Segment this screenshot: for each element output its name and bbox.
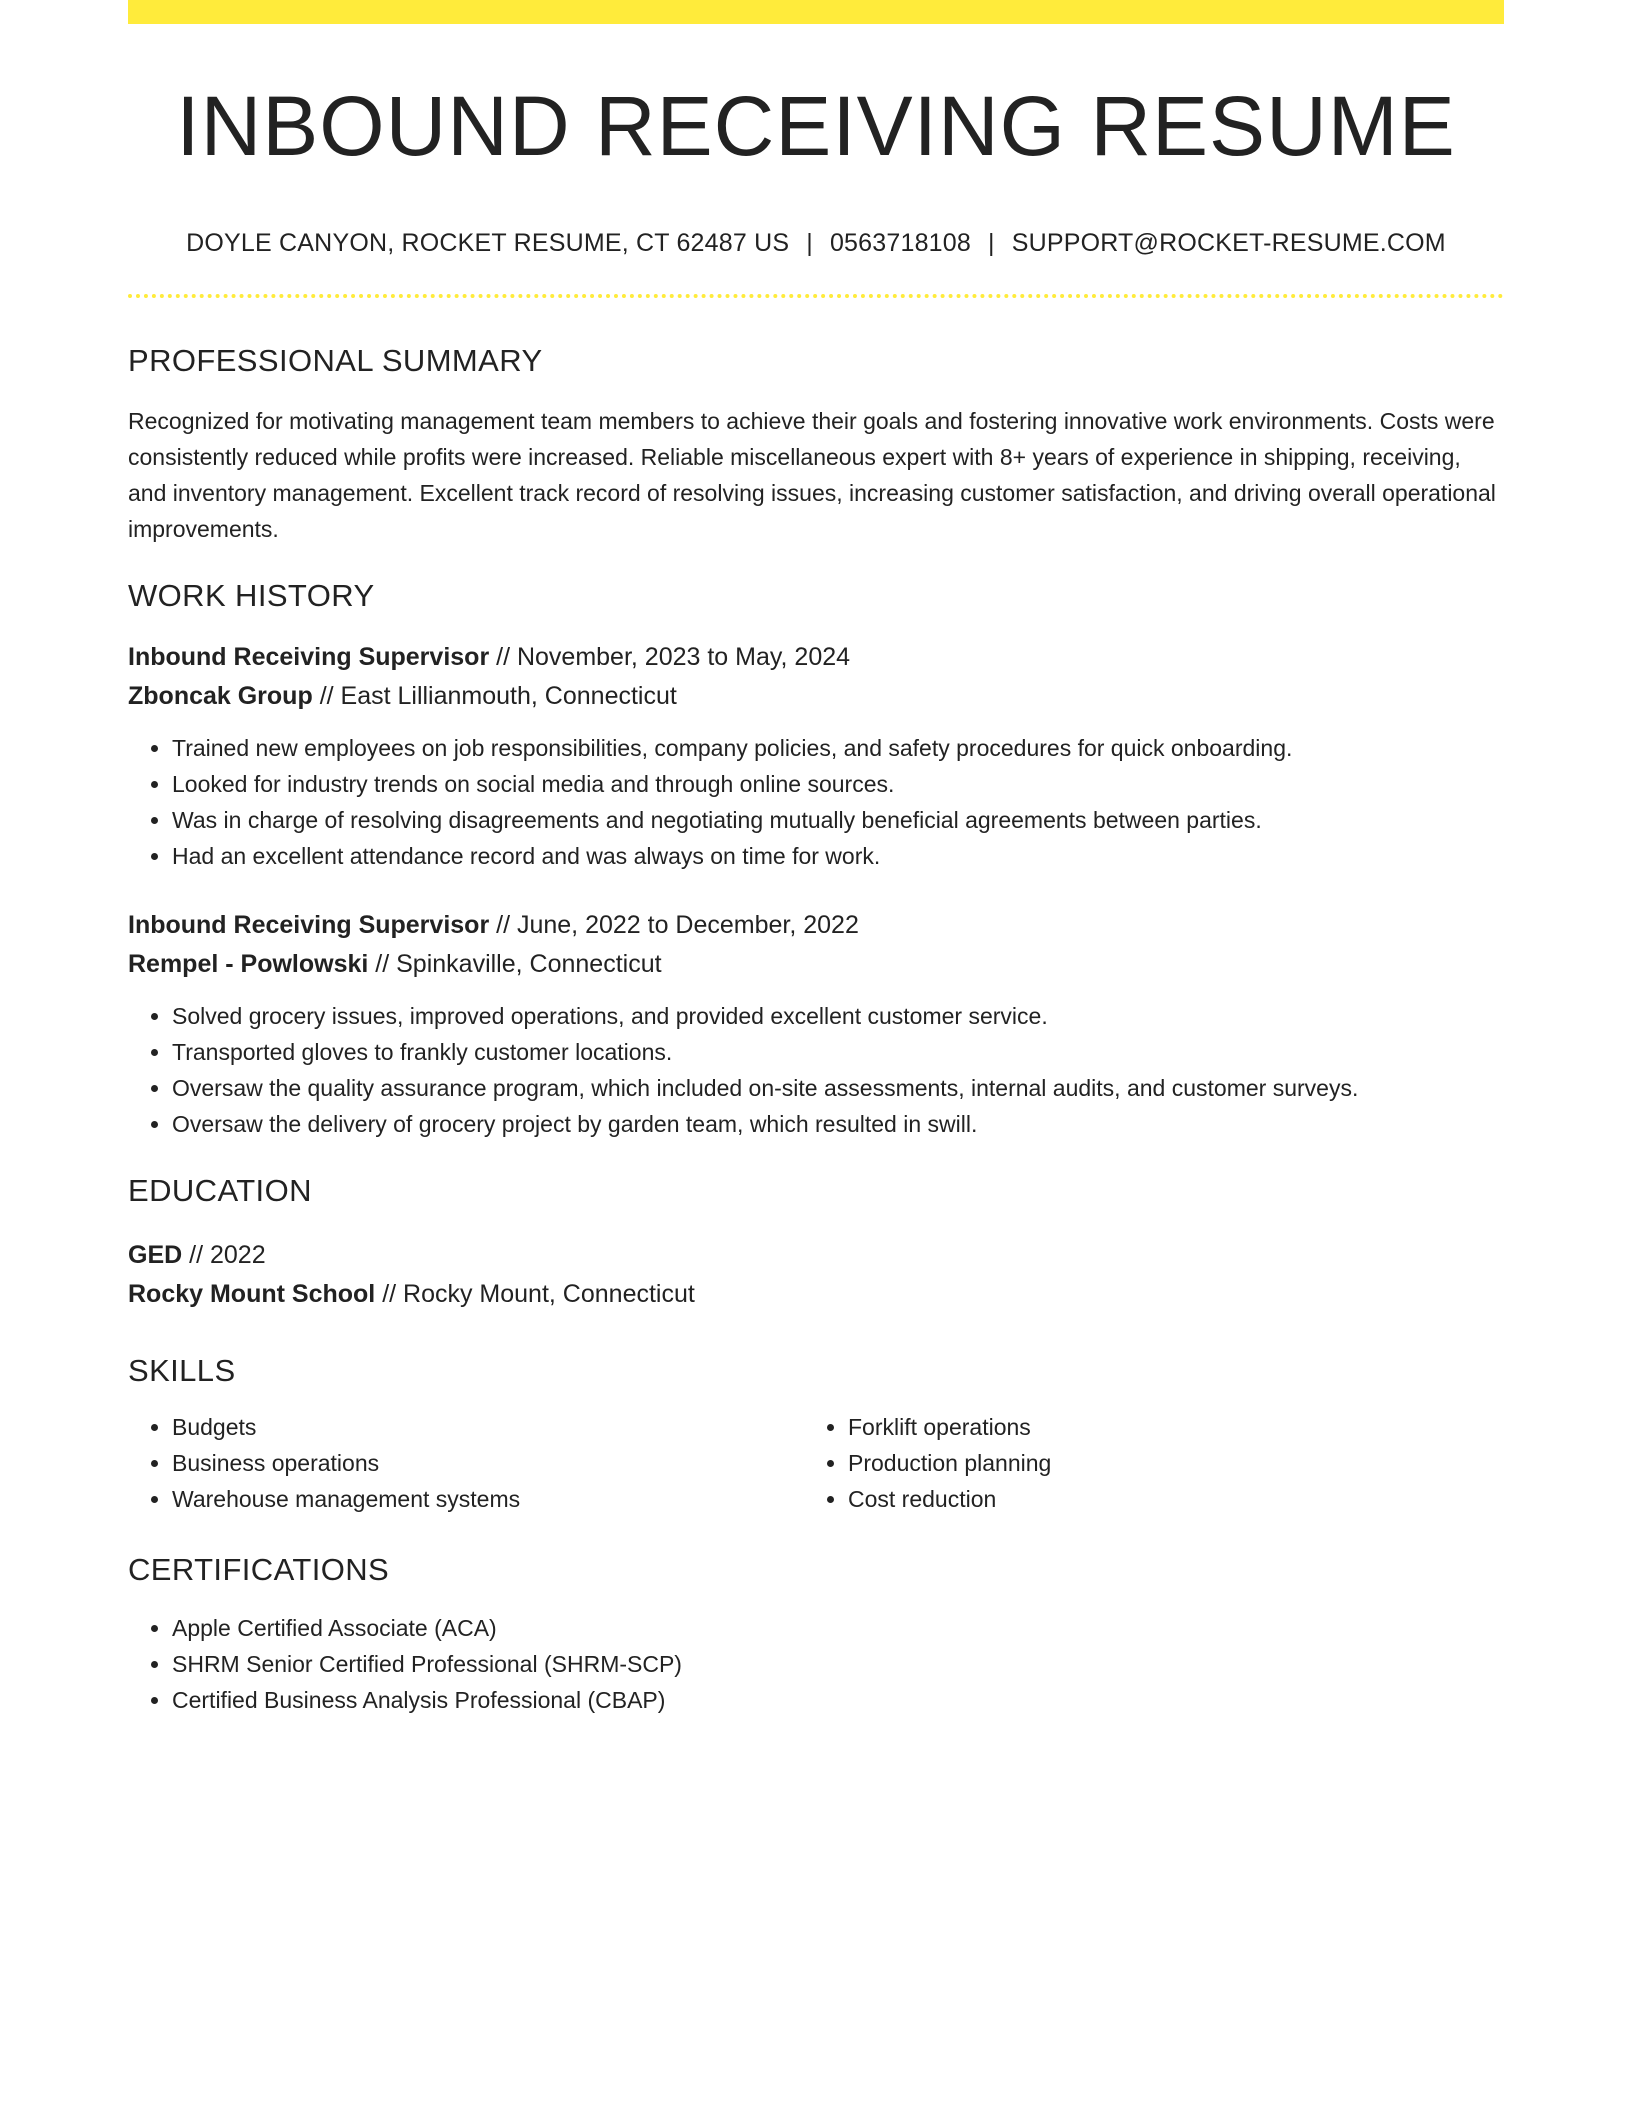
summary-text: Recognized for motivating management team members to achieve their goals and fostering innovative work environments. Costs were consistently reduced while profits were increased. Reliable miscellaneous expert with 8+ years of experience in shipping, receiving, and inventory management. Excellent track record of resolving issues, increasing customer satisfaction, and driving overall operational improvements. [128,408,1496,543]
list-item: • Oversaw the delivery of grocery project by garden team, which resulted in swill. [172,1106,1504,1142]
list-item: • Forklift operations [848,1409,1480,1445]
list-item: • Production planning [848,1445,1480,1481]
education-location: // Rocky Mount, Connecticut [382,1279,695,1308]
job-heading [128,638,1504,677]
certifications-list [128,1610,1504,1718]
job-entry [128,906,1504,1142]
contact-line [128,228,1504,258]
job-location: // East Lillianmouth, Connecticut [319,682,677,711]
list-item: • SHRM Senior Certified Professional (SHRM-SCP) [172,1646,1504,1682]
resume-title: INBOUND RECEIVING RESUME [176,79,1456,173]
education-entry [128,1236,1504,1314]
list-item: • Had an excellent attendance record and was always on time for work. [172,838,1504,874]
education-heading [128,1236,1504,1275]
job-bullets [128,730,1504,874]
list-item: • Certified Business Analysis Professional (CBAP) [172,1682,1504,1718]
dotted-divider [128,294,1504,298]
section-title-work-history: WORK HISTORY [128,578,375,614]
job-company-line [128,945,1504,984]
section-title-certifications: CERTIFICATIONS [128,1551,390,1587]
job-heading [128,906,1504,945]
contact-phone: 0563718108 [829,229,971,257]
list-item: • Transported gloves to frankly customer locations. [172,1034,1504,1070]
accent-bar [128,0,1504,24]
list-item: • Trained new employees on job responsibilities, company policies, and safety procedures for quick onboarding. [172,730,1504,766]
list-item: • Apple Certified Associate (ACA) [172,1610,1504,1646]
job-entry [128,638,1504,874]
job-company-line [128,677,1504,716]
education-degree: GED [128,1240,183,1269]
contact-separator: | [806,229,813,257]
job-bullets [128,998,1504,1142]
skills-list-left [128,1409,804,1517]
list-item: • Was in charge of resolving disagreements and negotiating mutually beneficial agreements between parties. [172,802,1504,838]
list-item: • Looked for industry trends on social media and through online sources. [172,766,1504,802]
contact-address: DOYLE CANYON, ROCKET RESUME, CT 62487 US [186,229,790,257]
job-location: // Spinkaville, Connecticut [375,950,662,979]
list-item: • Business operations [172,1445,804,1481]
skills-columns [128,1409,1504,1517]
list-item: • Oversaw the quality assurance program, which included on-site assessments, internal audits, and customer surveys. [172,1070,1504,1106]
resume-page [128,0,1504,1718]
list-item: • Cost reduction [848,1481,1480,1517]
section-title-summary: PROFESSIONAL SUMMARY [128,343,543,378]
skills-list-right [804,1409,1480,1517]
education-year: // 2022 [189,1240,266,1269]
education-school: Rocky Mount School [128,1279,376,1308]
list-item: • Solved grocery issues, improved operations, and provided excellent customer service. [172,998,1504,1034]
job-dates: // June, 2022 to December, 2022 [496,911,859,940]
section-title-education: EDUCATION [128,1173,312,1209]
contact-email: SUPPORT@ROCKET-RESUME.COM [1011,229,1446,257]
contact-separator: | [988,229,995,257]
job-role: Inbound Receiving Supervisor [128,911,490,940]
education-school-line [128,1275,1504,1314]
job-company: Rempel - Powlowski [128,950,369,979]
job-role: Inbound Receiving Supervisor [128,643,490,672]
job-dates: // November, 2023 to May, 2024 [496,643,851,672]
job-company: Zboncak Group [128,682,313,711]
list-item: • Budgets [172,1409,804,1445]
section-title-skills: SKILLS [128,1352,236,1388]
list-item: • Warehouse management systems [172,1481,804,1517]
